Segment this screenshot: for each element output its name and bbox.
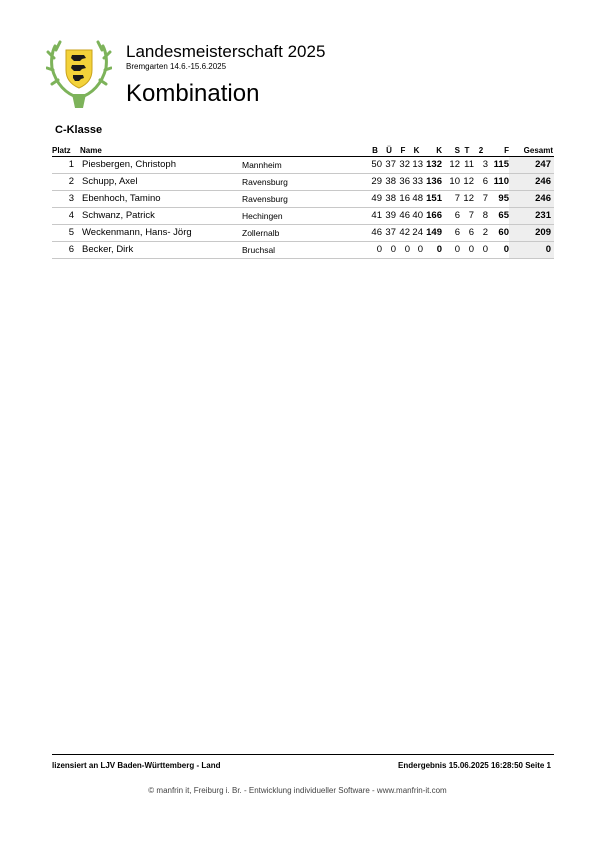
club-cell: Zollernalb: [242, 225, 368, 242]
place-cell: 4: [52, 208, 80, 225]
score-k-cell: 0: [410, 242, 423, 259]
score-u-cell: 0: [382, 242, 396, 259]
total-cell: 0: [509, 242, 554, 259]
score-k-cell: 48: [410, 191, 423, 208]
copyright-note: © manfrin it, Freiburg i. Br. - Entwicklung individueller Software - www.manfrin-it.com: [148, 786, 447, 795]
total-cell: 231: [509, 208, 554, 225]
score-k-cell: 40: [410, 208, 423, 225]
score-s-cell: 6: [442, 208, 460, 225]
col-header-club: [242, 145, 368, 157]
col-header-k-sum: K: [423, 145, 442, 157]
name-cell: Schwanz, Patrick: [80, 208, 242, 225]
score-2-cell: 7: [474, 191, 488, 208]
score-k-cell: 24: [410, 225, 423, 242]
score-u-cell: 37: [382, 225, 396, 242]
name-cell: Schupp, Axel: [80, 174, 242, 191]
total-cell: 246: [509, 191, 554, 208]
f-sum-cell: 0: [488, 242, 509, 259]
score-s-cell: 6: [442, 225, 460, 242]
footer-divider: [52, 754, 554, 755]
place-cell: 3: [52, 191, 80, 208]
col-header-f-sum: F: [488, 145, 509, 157]
score-f-cell: 46: [396, 208, 410, 225]
col-header-2: 2: [474, 145, 488, 157]
score-t-cell: 0: [460, 242, 474, 259]
name-cell: Becker, Dirk: [80, 242, 242, 259]
place-cell: 1: [52, 157, 80, 174]
club-cell: Ravensburg: [242, 191, 368, 208]
k-sum-cell: 136: [423, 174, 442, 191]
score-f-cell: 36: [396, 174, 410, 191]
score-k-cell: 13: [410, 157, 423, 174]
club-cell: Bruchsal: [242, 242, 368, 259]
score-f-cell: 16: [396, 191, 410, 208]
score-s-cell: 0: [442, 242, 460, 259]
score-b-cell: 49: [368, 191, 382, 208]
score-b-cell: 0: [368, 242, 382, 259]
place-cell: 2: [52, 174, 80, 191]
f-sum-cell: 115: [488, 157, 509, 174]
k-sum-cell: 166: [423, 208, 442, 225]
score-b-cell: 41: [368, 208, 382, 225]
k-sum-cell: 0: [423, 242, 442, 259]
k-sum-cell: 151: [423, 191, 442, 208]
score-t-cell: 7: [460, 208, 474, 225]
name-cell: Weckenmann, Hans- Jörg: [80, 225, 242, 242]
score-s-cell: 7: [442, 191, 460, 208]
k-sum-cell: 149: [423, 225, 442, 242]
name-cell: Piesbergen, Christoph: [80, 157, 242, 174]
col-header-b: B: [368, 145, 382, 157]
page-title: Kombination: [126, 80, 260, 107]
score-u-cell: 38: [382, 174, 396, 191]
total-cell: 246: [509, 174, 554, 191]
results-table: [52, 145, 554, 259]
score-f-cell: 42: [396, 225, 410, 242]
result-status: Endergebnis 15.06.2025 16:28:50 Seite 1: [398, 761, 551, 770]
f-sum-cell: 60: [488, 225, 509, 242]
col-header-name: Name: [80, 145, 242, 157]
score-k-cell: 33: [410, 174, 423, 191]
license-note: lizensiert an LJV Baden-Württemberg - Land: [52, 761, 221, 770]
club-cell: Hechingen: [242, 208, 368, 225]
table-row: [52, 157, 554, 174]
score-t-cell: 6: [460, 225, 474, 242]
event-subtitle: Bremgarten 14.6.-15.6.2025: [126, 62, 227, 71]
k-sum-cell: 132: [423, 157, 442, 174]
score-f-cell: 0: [396, 242, 410, 259]
f-sum-cell: 95: [488, 191, 509, 208]
score-u-cell: 38: [382, 191, 396, 208]
score-b-cell: 29: [368, 174, 382, 191]
f-sum-cell: 110: [488, 174, 509, 191]
score-2-cell: 8: [474, 208, 488, 225]
name-cell: Ebenhoch, Tamino: [80, 191, 242, 208]
club-cell: Ravensburg: [242, 174, 368, 191]
total-cell: 209: [509, 225, 554, 242]
score-t-cell: 12: [460, 191, 474, 208]
total-cell: 247: [509, 157, 554, 174]
score-2-cell: 0: [474, 242, 488, 259]
class-title: C-Klasse: [55, 124, 103, 136]
score-b-cell: 50: [368, 157, 382, 174]
col-header-place: Platz: [52, 145, 80, 157]
table-row: [52, 174, 554, 191]
table-row: [52, 208, 554, 225]
f-sum-cell: 65: [488, 208, 509, 225]
score-u-cell: 39: [382, 208, 396, 225]
score-2-cell: 2: [474, 225, 488, 242]
place-cell: 5: [52, 225, 80, 242]
col-header-total: Gesamt: [509, 145, 554, 157]
score-f-cell: 32: [396, 157, 410, 174]
col-header-t: T: [460, 145, 474, 157]
club-logo-icon: [46, 40, 112, 110]
score-b-cell: 46: [368, 225, 382, 242]
score-2-cell: 6: [474, 174, 488, 191]
score-s-cell: 12: [442, 157, 460, 174]
table-row: [52, 225, 554, 242]
score-s-cell: 10: [442, 174, 460, 191]
col-header-k: K: [410, 145, 423, 157]
event-title: Landesmeisterschaft 2025: [126, 42, 326, 61]
score-t-cell: 12: [460, 174, 474, 191]
score-u-cell: 37: [382, 157, 396, 174]
score-t-cell: 11: [460, 157, 474, 174]
table-header-row: [52, 145, 554, 157]
col-header-f: F: [396, 145, 410, 157]
col-header-u: Ü: [382, 145, 396, 157]
score-2-cell: 3: [474, 157, 488, 174]
table-row: [52, 191, 554, 208]
table-row: [52, 242, 554, 259]
col-header-s: S: [442, 145, 460, 157]
place-cell: 6: [52, 242, 80, 259]
club-cell: Mannheim: [242, 157, 368, 174]
